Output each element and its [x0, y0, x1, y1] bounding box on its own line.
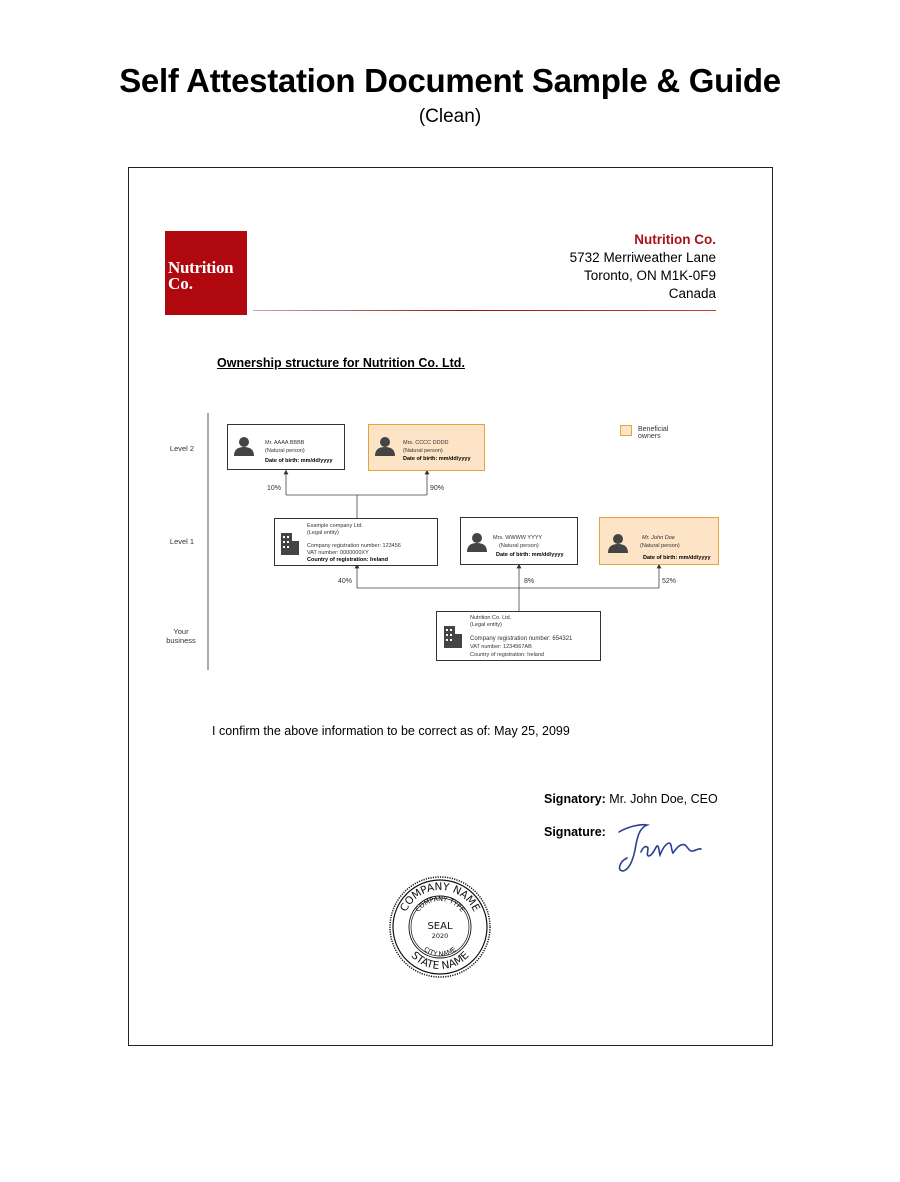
node-name: Mrs. WWWW YYYY — [493, 535, 543, 541]
seal-inner-top: COMPANY TYPE — [413, 894, 467, 914]
node-type: (Natural person) — [640, 543, 680, 549]
person-icon — [234, 436, 254, 456]
legend-swatch — [620, 425, 632, 436]
handwritten-signature — [613, 818, 708, 876]
node-type: (Natural person) — [265, 448, 305, 454]
node-type: (Natural person) — [403, 448, 443, 454]
node-vat: VAT number: 1234567AB — [470, 644, 532, 650]
page-title: Self Attestation Document Sample & Guide — [119, 62, 781, 99]
signatory-value: Mr. John Doe, CEO — [609, 792, 718, 806]
address-street: 5732 Merriweather Lane — [569, 250, 716, 265]
page-subtitle: (Clean) — [418, 106, 482, 127]
node-nutrition-co — [436, 611, 601, 661]
seal-outer-top: COMPANY NAME — [397, 880, 483, 914]
company-name: Nutrition Co. — [634, 232, 716, 247]
ownership-percent: 10% — [267, 485, 282, 492]
seal-center-text: SEAL — [427, 921, 453, 932]
node-dob: Date of birth: mm/dd/yyyy — [265, 458, 333, 464]
section-heading: Ownership structure for Nutrition Co. Ltd. — [217, 356, 465, 370]
node-dob: Date of birth: mm/dd/yyyy — [496, 552, 564, 558]
seal-outer-bottom: STATE NAME — [408, 949, 472, 973]
building-icon — [444, 622, 462, 648]
node-mr-aaaa — [227, 424, 345, 470]
ownership-percent: 90% — [430, 485, 445, 492]
node-name: Mrs. CCCC DDDD — [403, 440, 449, 446]
logo-text-line1: Nutrition — [168, 258, 234, 277]
node-type: (Natural person) — [499, 543, 539, 549]
level-label: Your business — [166, 627, 196, 645]
ownership-percent: 40% — [338, 578, 353, 585]
node-registration: Company registration number: 123456 — [307, 543, 401, 549]
node-name: Nutrition Co. Ltd. — [470, 615, 512, 621]
node-dob: Date of birth: mm/dd/yyyy — [403, 456, 471, 462]
node-example-company — [274, 518, 438, 566]
node-vat: VAT number: 0000000XY — [307, 550, 369, 556]
logo-text-line2: Co. — [168, 274, 194, 293]
person-icon — [375, 436, 395, 456]
signature-label: Signature: — [544, 825, 606, 839]
node-country: Country of registration: Ireland — [307, 557, 388, 563]
signatory-label: Signatory: — [544, 792, 606, 806]
node-mrs-cccc — [368, 424, 485, 471]
node-name: Example company Ltd. — [307, 523, 363, 529]
address-city: Toronto, ON M1K-0F9 — [583, 268, 716, 283]
node-mrs-wwww — [460, 517, 578, 565]
node-country: Country of registration: Ireland — [470, 652, 544, 658]
seal-inner-bottom: CITY NAME — [422, 945, 458, 959]
node-dob: Date of birth: mm/dd/yyyy — [643, 555, 711, 561]
person-icon — [467, 532, 487, 552]
company-seal — [387, 874, 493, 980]
node-type: (Legal entity) — [470, 622, 502, 628]
node-mr-john-doe — [599, 517, 719, 565]
confirmation-statement: I confirm the above information to be correct as of: May 25, 2099 — [212, 724, 570, 738]
seal-year: 2020 — [431, 932, 449, 940]
node-name: Mr. John Doe — [642, 535, 675, 541]
level-label: Level 1 — [169, 537, 195, 546]
document-page — [128, 167, 773, 1046]
signatory-line — [544, 792, 718, 806]
node-registration: Company registration number: 654321 — [470, 636, 573, 642]
legend-label: Beneficial owners — [638, 426, 669, 440]
person-icon — [608, 533, 628, 553]
ownership-percent: 52% — [662, 578, 677, 585]
ownership-percent: 8% — [524, 578, 535, 585]
level-label: Level 2 — [169, 444, 195, 453]
address-country: Canada — [668, 286, 716, 301]
building-icon — [281, 529, 299, 555]
node-type: (Legal entity) — [307, 530, 339, 536]
node-name: Mr. AAAA BBBB — [265, 440, 305, 446]
